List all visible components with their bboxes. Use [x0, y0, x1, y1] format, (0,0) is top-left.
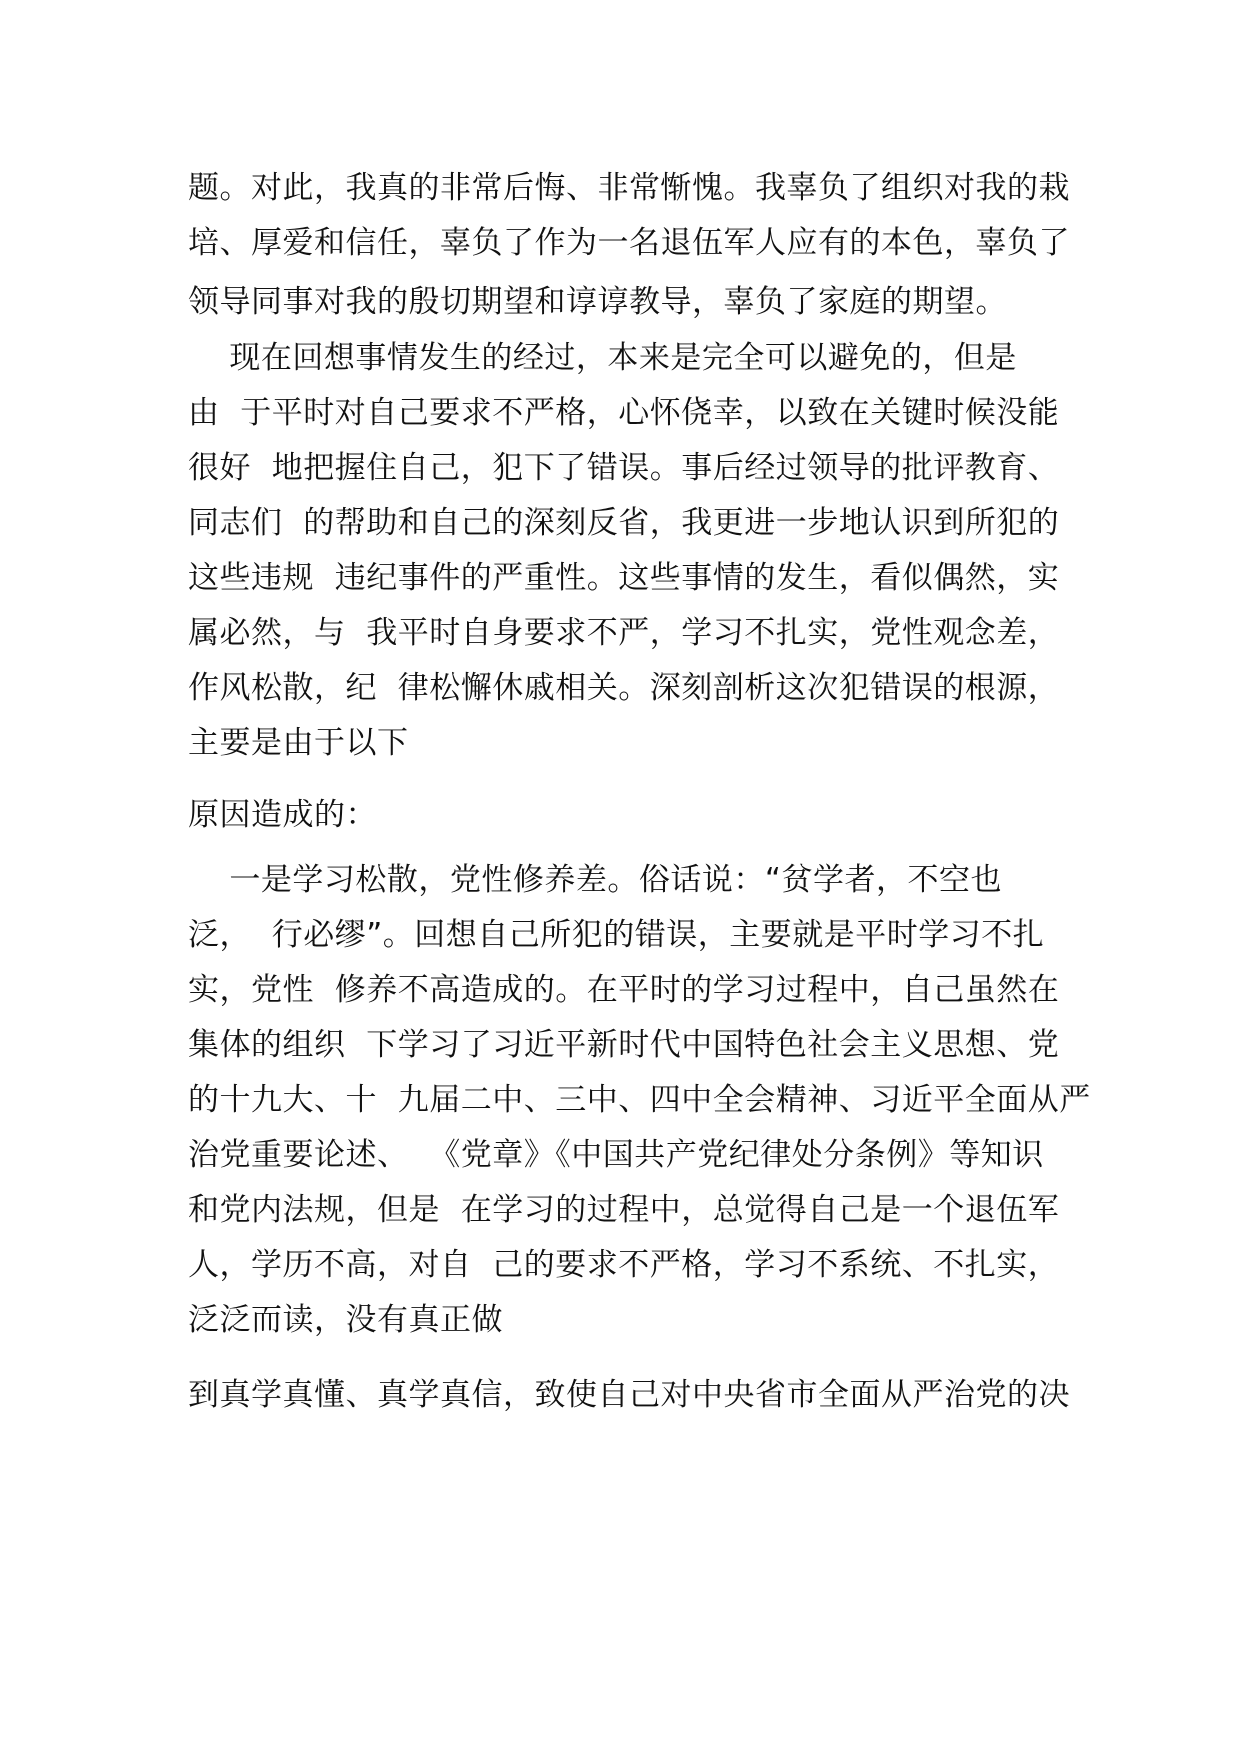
text-line: 集体的组织 下学习了习近平新时代中国特色社会主义思想、党	[188, 1027, 1060, 1063]
text-line: 培、厚爱和信任，辜负了作为一名退伍军人应有的本色，辜负了	[188, 225, 1070, 261]
text-line: 人，学历不高，对自 己的要求不严格，学习不系统、不扎实，	[188, 1247, 1060, 1283]
text-line: 主要是由于以下	[188, 725, 409, 761]
text-line: 领导同事对我的殷切期望和谆谆教导，辜负了家庭的期望。	[188, 284, 1007, 320]
text-line: 一是学习松散，党性修养差。俗话说：“贫学者，不空也	[188, 862, 1002, 898]
text-line: 很好 地把握住自己，犯下了错误。事后经过领导的批评教育、	[188, 450, 1060, 486]
text-line: 题。对此，我真的非常后悔、非常惭愧。我辜负了组织对我的栽	[188, 170, 1070, 206]
text-line: 现在回想事情发生的经过，本来是完全可以避免的，但是	[188, 340, 1017, 376]
text-line: 这些违规 违纪事件的严重性。这些事情的发生，看似偶然，实	[188, 560, 1060, 596]
text-line: 泛， 行必缪”。回想自己所犯的错误，主要就是平时学习不扎	[188, 917, 1045, 953]
text-line: 同志们 的帮助和自己的深刻反省，我更进一步地认识到所犯的	[188, 505, 1060, 541]
text-line: 由 于平时对自己要求不严格，心怀侥幸，以致在关键时候没能	[188, 395, 1060, 431]
text-line: 和党内法规，但是 在学习的过程中，总觉得自己是一个退伍军	[188, 1192, 1060, 1228]
text-line: 到真学真懂、真学真信，致使自己对中央省市全面从严治党的决	[188, 1377, 1070, 1413]
text-line: 泛泛而读，没有真正做	[188, 1302, 503, 1338]
text-line: 原因造成的：	[188, 797, 377, 833]
text-line: 的十九大、十 九届二中、三中、四中全会精神、习近平全面从严	[188, 1082, 1091, 1118]
text-line: 作风松散，纪 律松懈休戚相关。深刻剖析这次犯错误的根源，	[188, 670, 1060, 706]
text-line: 实，党性 修养不高造成的。在平时的学习过程中，自己虽然在	[188, 972, 1060, 1008]
text-line: 属必然，与 我平时自身要求不严，学习不扎实，党性观念差，	[188, 615, 1060, 651]
text-line: 治党重要论述、 《党章》《中国共产党纪律处分条例》等知识	[188, 1137, 1044, 1173]
